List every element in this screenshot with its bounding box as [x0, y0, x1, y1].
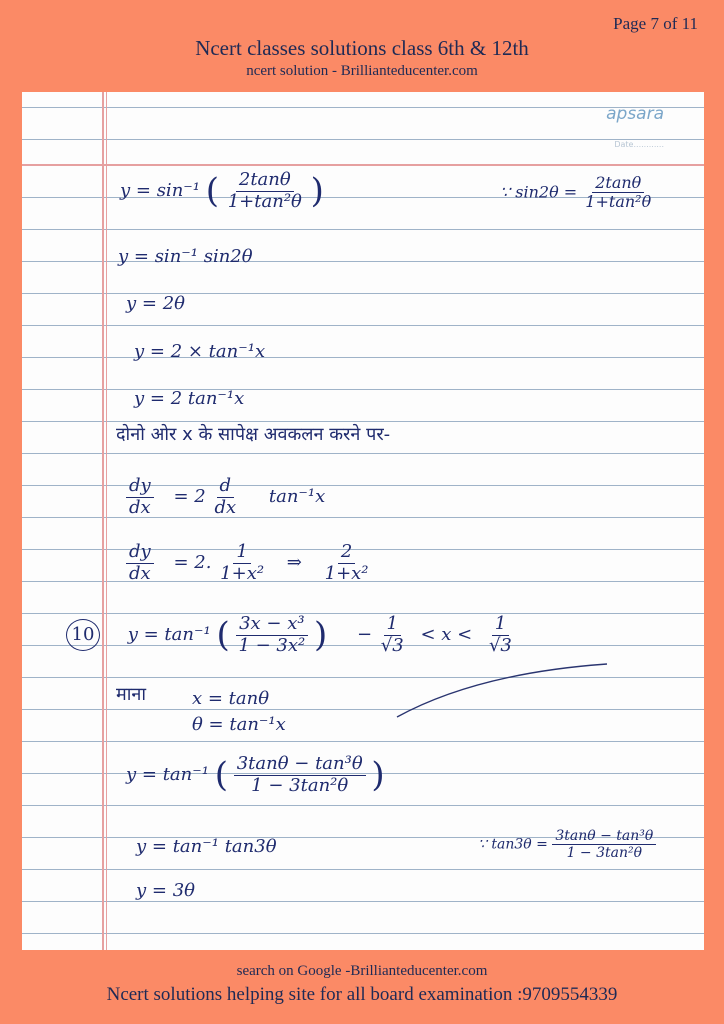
cond-left-numerator: 1 — [384, 614, 401, 636]
cond-right-denominator: √3 — [488, 634, 512, 656]
question-10-line — [66, 614, 515, 656]
eq11-numerator: 3tanθ − tan³θ — [234, 754, 366, 776]
one-numerator: 1 — [233, 542, 250, 564]
q10-denominator: 1 − 3x² — [238, 634, 306, 656]
note1-lhs: ∵ sin2θ = — [500, 182, 578, 202]
derivative-line-2 — [126, 542, 372, 584]
close-paren-3: ) — [371, 755, 385, 796]
d-dx-fraction — [211, 476, 239, 518]
eq11-fraction — [234, 754, 366, 796]
page-subtitle: ncert solution - Brillianteducenter.com — [246, 63, 478, 79]
eq11-lhs: y = tan⁻¹ — [126, 764, 209, 786]
substitution-line-1: x = tanθ — [192, 688, 270, 709]
one-plus-x2-denominator: 1+x² — [220, 562, 265, 584]
equation-line-11 — [126, 754, 385, 796]
notebook-brand: apsara — [606, 104, 664, 124]
hindi-instruction: दोनो ओर x के सापेक्ष अवकलन करने पर- — [116, 424, 391, 445]
eq1-fraction — [225, 170, 305, 212]
q10-fraction — [235, 614, 308, 656]
eq1-denominator: 1+tan²θ — [227, 190, 302, 212]
header-rule — [22, 164, 704, 166]
equation-line-1 — [120, 170, 324, 212]
close-paren: ) — [310, 171, 324, 212]
dx-denominator-2: dx — [214, 496, 237, 518]
note2-fraction — [552, 828, 656, 861]
open-paren-3: ( — [214, 755, 228, 796]
margin-line-inner — [106, 92, 107, 950]
equation-line-2: y = sin⁻¹ sin2θ — [118, 246, 253, 267]
deriv1-end: tan⁻¹x — [268, 486, 326, 508]
pen-stroke-curve — [392, 662, 612, 722]
note1-numerator: 2tanθ — [592, 174, 644, 193]
dx-denominator-3: dx — [129, 562, 151, 584]
deriv2-mid: = 2. — [173, 552, 212, 574]
cond-right-numerator: 1 — [492, 614, 509, 636]
margin-line — [102, 92, 104, 950]
cond-mid: < x < — [420, 624, 473, 646]
dx-denominator: dx — [129, 496, 151, 518]
note1-fraction — [582, 174, 654, 212]
substitution-line-2: θ = tan⁻¹x — [192, 714, 286, 735]
date-field: Date............ — [614, 140, 664, 149]
note2-numerator: 3tanθ − tan³θ — [552, 828, 656, 845]
footer-contact-text: Ncert solutions helping site for all board examination :9709554339 — [106, 984, 618, 1005]
open-paren-2: ( — [216, 615, 230, 656]
dydx-fraction-2 — [126, 542, 154, 584]
eq1-numerator: 2tanθ — [236, 170, 294, 192]
cond-left-denominator: √3 — [380, 634, 404, 656]
equation-line-13: y = 3θ — [136, 880, 195, 901]
eq11-denominator: 1 − 3tan²θ — [251, 774, 349, 796]
equation-line-5: y = 2 tan⁻¹x — [134, 388, 245, 409]
open-paren: ( — [205, 171, 219, 212]
footer-search-text: search on Google -Brillianteducenter.com — [236, 963, 488, 979]
note2-denominator: 1 − 3tan²θ — [566, 845, 643, 862]
identity-note-2 — [478, 828, 656, 861]
equation-line-4: y = 2 × tan⁻¹x — [134, 341, 266, 362]
identity-note-1 — [500, 174, 654, 212]
page-number: Page 7 of 11 — [613, 14, 698, 33]
dydx-fraction — [126, 476, 154, 518]
close-paren-2: ) — [313, 615, 328, 656]
dy-numerator: dy — [126, 476, 154, 498]
notebook-page — [22, 92, 704, 950]
cond-fraction-right — [486, 614, 515, 656]
two-over-fraction — [322, 542, 372, 584]
eq1-lhs: y = sin⁻¹ — [120, 180, 200, 202]
cond-neg-sign: − — [356, 624, 373, 646]
question-number-circle: 10 — [66, 619, 100, 651]
note1-denominator: 1+tan²θ — [585, 192, 652, 212]
two-numerator: 2 — [338, 542, 355, 564]
derivative-line-1 — [126, 476, 325, 518]
let-hindi: माना — [116, 684, 147, 705]
equation-line-3: y = 2θ — [126, 293, 185, 314]
deriv1-mid: = 2 — [173, 486, 206, 508]
page-title: Ncert classes solutions class 6th & 12th — [195, 36, 529, 60]
equation-line-12: y = tan⁻¹ tan3θ — [136, 836, 277, 857]
implies-arrow: ⇒ — [286, 552, 302, 574]
cond-fraction-left — [378, 614, 407, 656]
q10-lhs: y = tan⁻¹ — [127, 624, 211, 646]
one-over-fraction — [217, 542, 267, 584]
dy-numerator-2: dy — [126, 542, 154, 564]
one-plus-x2-denominator-2: 1+x² — [324, 562, 369, 584]
d-numerator: d — [217, 476, 235, 498]
note2-lhs: ∵ tan3θ = — [478, 836, 548, 853]
q10-numerator: 3x − x³ — [236, 614, 308, 636]
